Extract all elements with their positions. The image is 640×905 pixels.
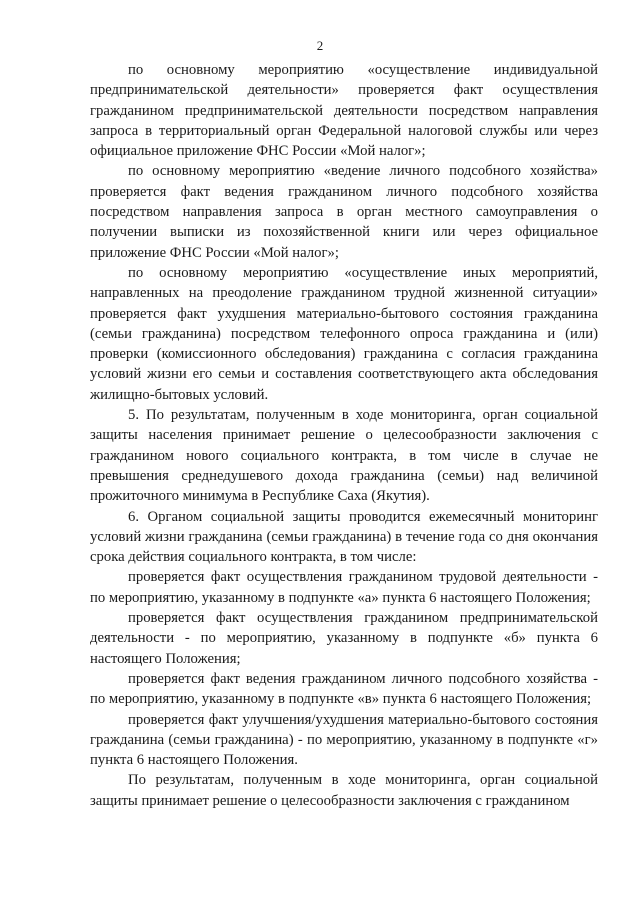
paragraph-farming-activity-check: проверяется факт ведения гражданином личного подсобного хозяйства - по мероприятию, указанному в подпункте «в» пункта 6 настоящего Положения;: [90, 670, 598, 708]
paragraph-entrepreneurship-check: по основному мероприятию «осуществление индивидуальной предпринимательской деятельности» проверяется факт осуществления гражданином предпринимательской деятельности посредством направления запроса в территориальный орган Федеральной налоговой службы или через официальное приложение ФНС России «Мой налог»;: [90, 62, 598, 160]
paragraph-other-measures-check: по основному мероприятию «осуществление иных мероприятий, направленных на преодоление гражданином трудной жизненной ситуации» проверяется факт ухудшения материально-бытового состояния гражданина (семьи гражданина) посредством телефонного опроса гражданина и (или) проверки (комиссионного обследования) гражданина с согласия гражданина условий жизни его семьи и составления соответствующего акта обследования жилищно-бытовых условий.: [90, 264, 598, 403]
paragraph-business-activity-check: проверяется факт осуществления гражданином предпринимательской деятельности - по мероприятию, указанному в подпункте «б» пункта 6 настоящего Положения;: [90, 610, 598, 667]
page-number: 2: [316, 38, 324, 53]
paragraph-living-conditions-check: проверяется факт улучшения/ухудшения материально-бытового состояния гражданина (семьи гражданина) - по мероприятию, указанному в подпункте «г» пункта 6 настоящего Положения.: [90, 711, 598, 769]
paragraph-item-6: 6. Органом социальной защиты проводится ежемесячный мониторинг условий жизни гражданина (семьи гражданина) в течение года со дня окончания срока действия социального контракта, в том числе:: [90, 508, 598, 566]
paragraph-labor-activity-check: проверяется факт осуществления гражданином трудовой деятельности - по мероприятию, указанному в подпункте «а» пункта 6 настоящего Положения;: [90, 569, 598, 606]
paragraph-monitoring-results: По результатам, полученным в ходе мониторинга, орган социальной защиты принимает решение о целесообразности заключения с гражданином: [90, 772, 598, 809]
paragraph-item-5: 5. По результатам, полученным в ходе мониторинга, орган социальной защиты населения принимает решение о целесообразности заключения с гражданином нового социального контракта, в том числе в случае не превышения среднедушевого дохода гражданина (семьи) над величиной прожиточного минимума в Республике Саха (Якутия).: [90, 407, 598, 505]
document-body: [90, 60, 598, 811]
paragraph-subsidiary-farming-check: по основному мероприятию «ведение личного подсобного хозяйства» проверяется факт ведения гражданином личного подсобного хозяйства посредством направления запроса в орган местного самоуправления о получении выписки из похозяйственной книги или через официальное приложение ФНС России «Мой налог»;: [90, 163, 598, 261]
